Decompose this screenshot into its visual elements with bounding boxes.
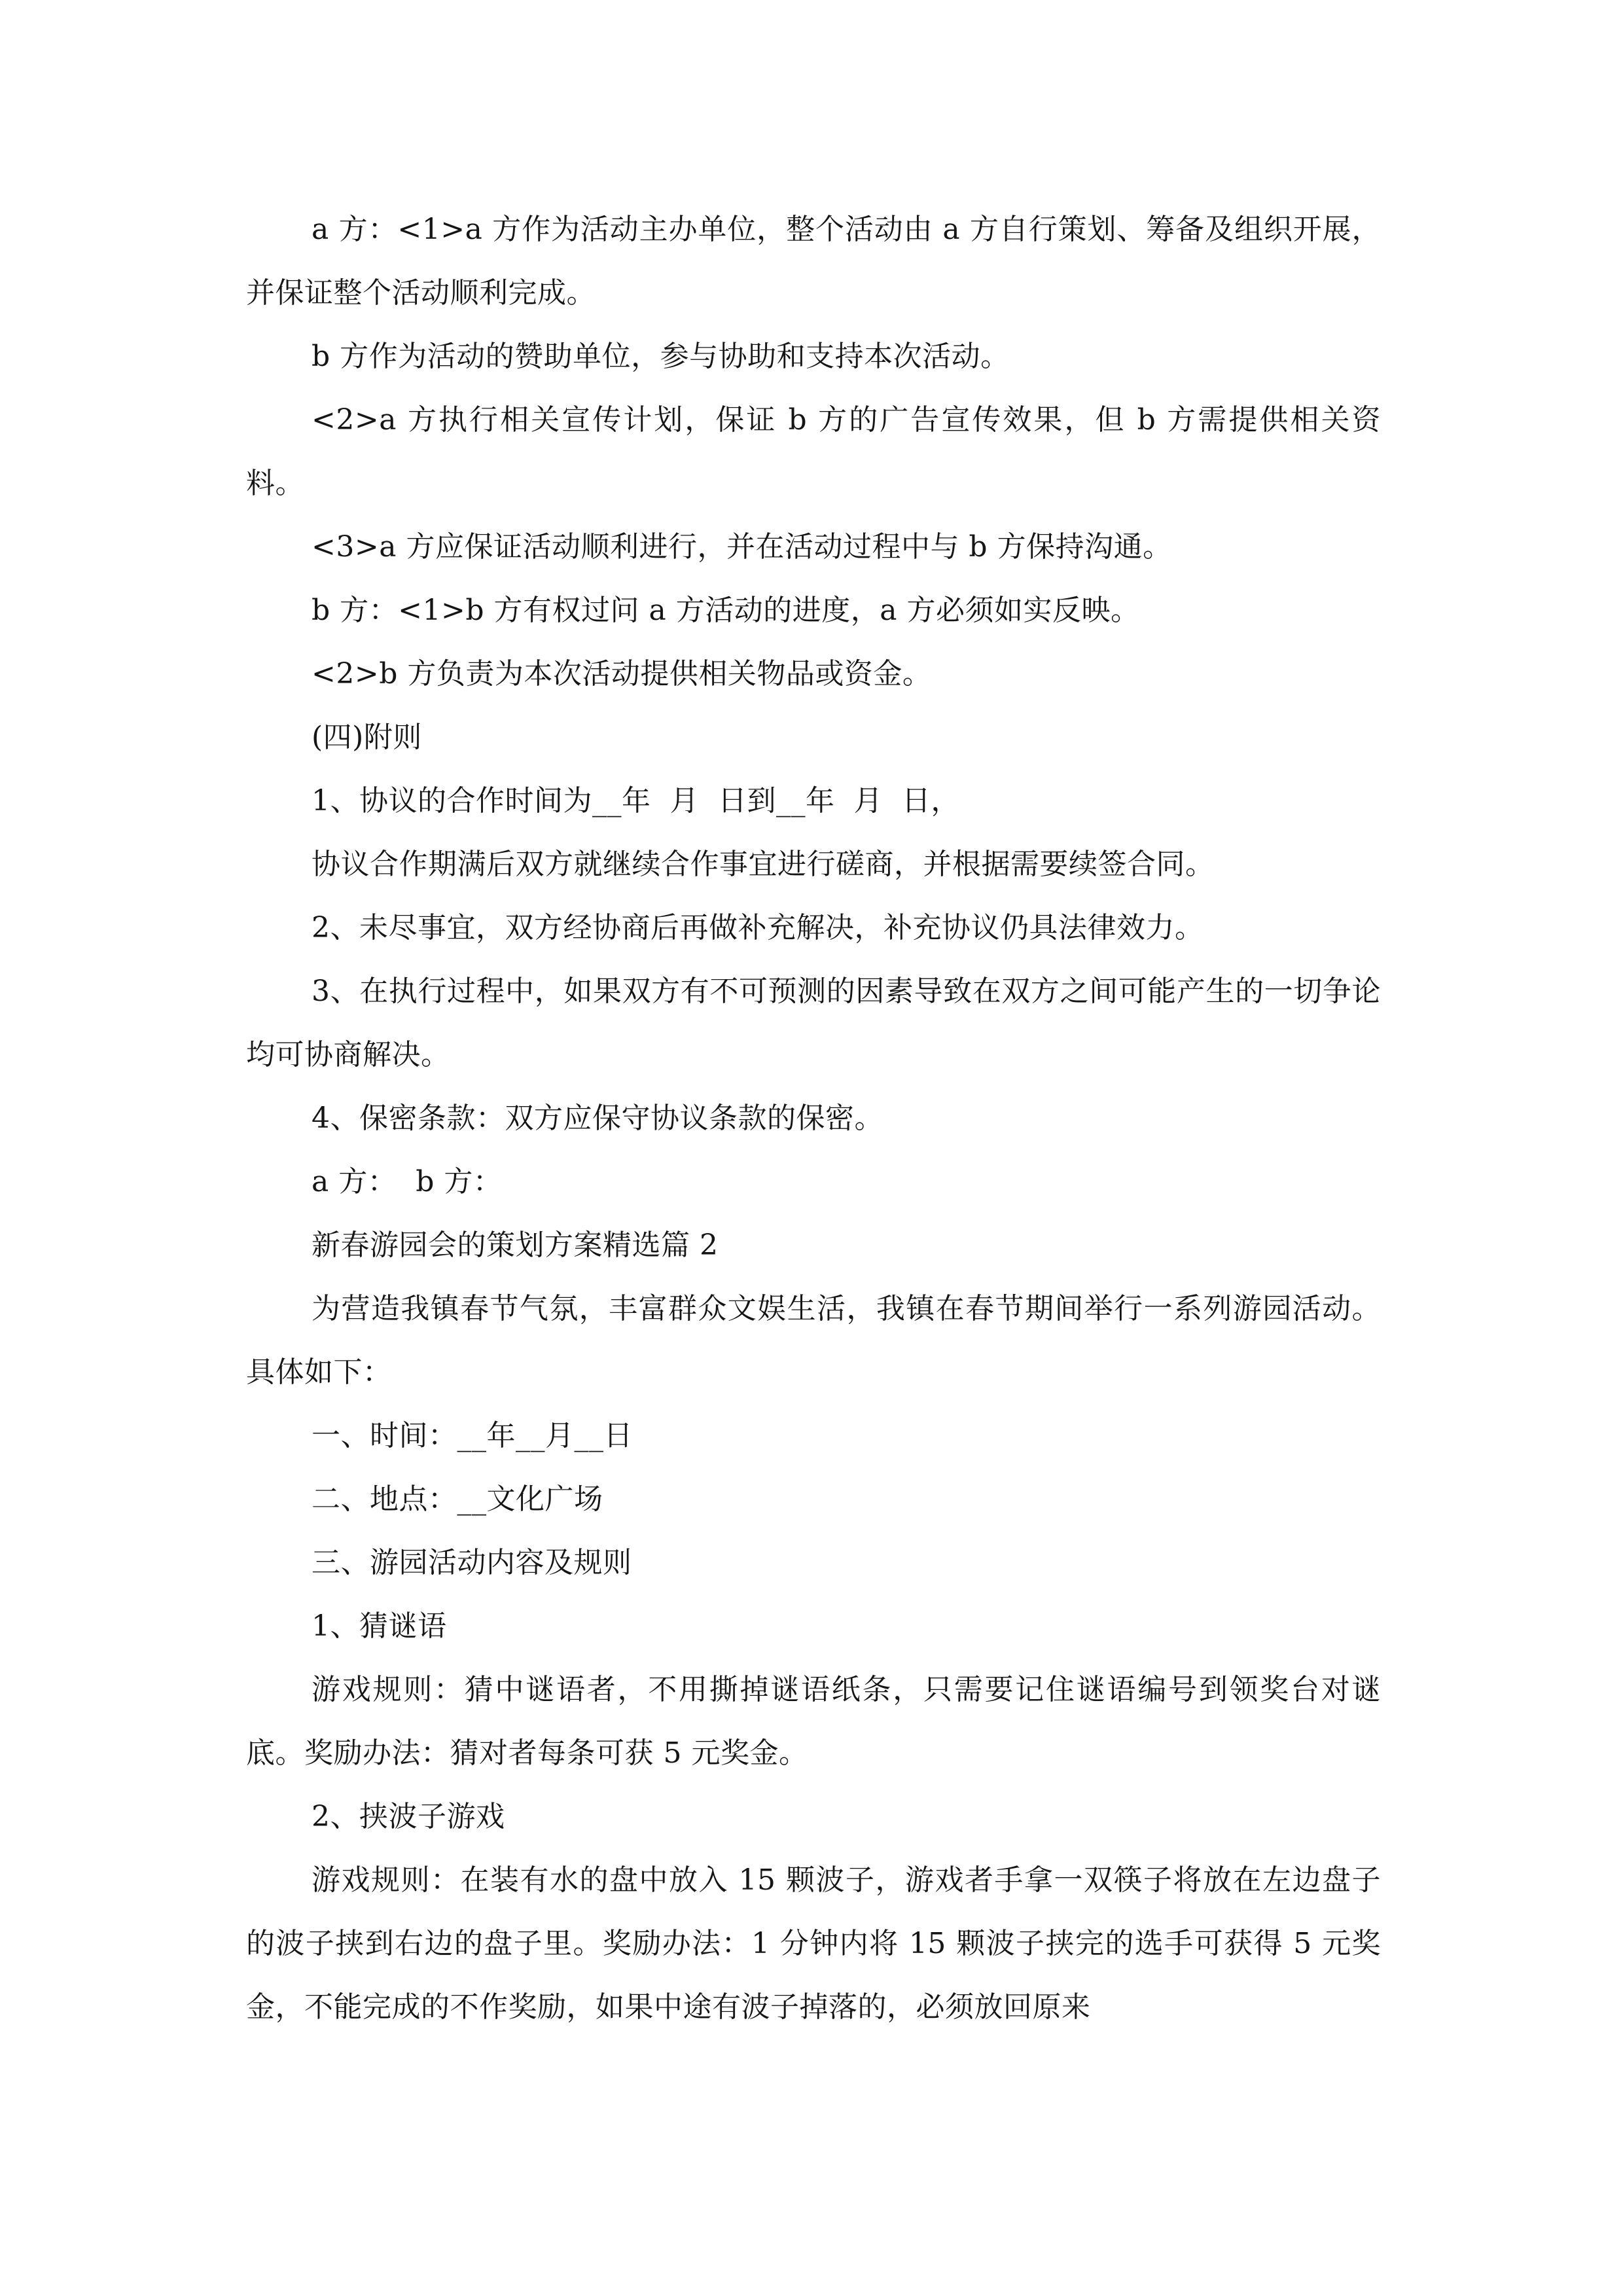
- paragraph: 为营造我镇春节气氛，丰富群众文娱生活，我镇在春节期间举行一系列游园活动。具体如下：: [246, 1292, 1381, 1389]
- subsection-heading: 2、挟波子游戏: [312, 1800, 505, 1833]
- article-title: 新春游园会的策划方案精选篇 2: [312, 1229, 719, 1262]
- paragraph: b 方作为活动的赞助单位，参与协助和支持本次活动。: [312, 340, 1010, 373]
- paragraph: 游戏规则：猜中谜语者，不用撕掉谜语纸条，只需要记住谜语编号到领奖台对谜底。奖励办法：猜对者每条可获 5 元奖金。: [246, 1673, 1381, 1770]
- signature-line: a 方： b 方：: [312, 1165, 503, 1198]
- paragraph: <2>b 方负责为本次活动提供相关物品或资金。: [312, 657, 932, 691]
- paragraph: <3>a 方应保证活动顺利进行，并在活动过程中与 b 方保持沟通。: [312, 530, 1172, 564]
- paragraph: 4、保密条款：双方应保守协议条款的保密。: [312, 1102, 883, 1135]
- paragraph: 一、时间：__年__月__日: [312, 1419, 633, 1452]
- paragraph: b 方：<1>b 方有权过问 a 方活动的进度，a 方必须如实反映。: [312, 594, 1140, 627]
- section-heading: 三、游园活动内容及规则: [312, 1546, 632, 1579]
- paragraph: 2、未尽事宜，双方经协商后再做补充解决，补充协议仍具法律效力。: [312, 911, 1204, 944]
- paragraph: 二、地点：__文化广场: [312, 1482, 603, 1516]
- paragraph: 1、协议的合作时间为__年 月 日到__年 月 日，: [312, 784, 960, 817]
- document-body: [246, 198, 1381, 2039]
- paragraph: <2>a 方执行相关宣传计划，保证 b 方的广告宣传效果，但 b 方需提供相关资料。: [246, 403, 1381, 500]
- paragraph: 协议合作期满后双方就继续合作事宜进行磋商，并根据需要续签合同。: [312, 848, 1215, 881]
- section-heading: (四)附则: [312, 721, 422, 754]
- paragraph: a 方：<1>a 方作为活动主办单位，整个活动由 a 方自行策划、筹备及组织开展，并保证整个活动顺利完成。: [246, 213, 1381, 310]
- subsection-heading: 1、猜谜语: [312, 1609, 447, 1643]
- paragraph: 3、在执行过程中，如果双方有不可预测的因素导致在双方之间可能产生的一切争论均可协商解决。: [246, 975, 1381, 1071]
- paragraph: 游戏规则：在装有水的盘中放入 15 颗波子，游戏者手拿一双筷子将放在左边盘子的波子挟到右边的盘子里。奖励办法：1 分钟内将 15 颗波子挟完的选手可获得 5 元奖金，不能完成的不作奖励，如果中途有波子掉落的，必须放回原来: [246, 1863, 1381, 2024]
